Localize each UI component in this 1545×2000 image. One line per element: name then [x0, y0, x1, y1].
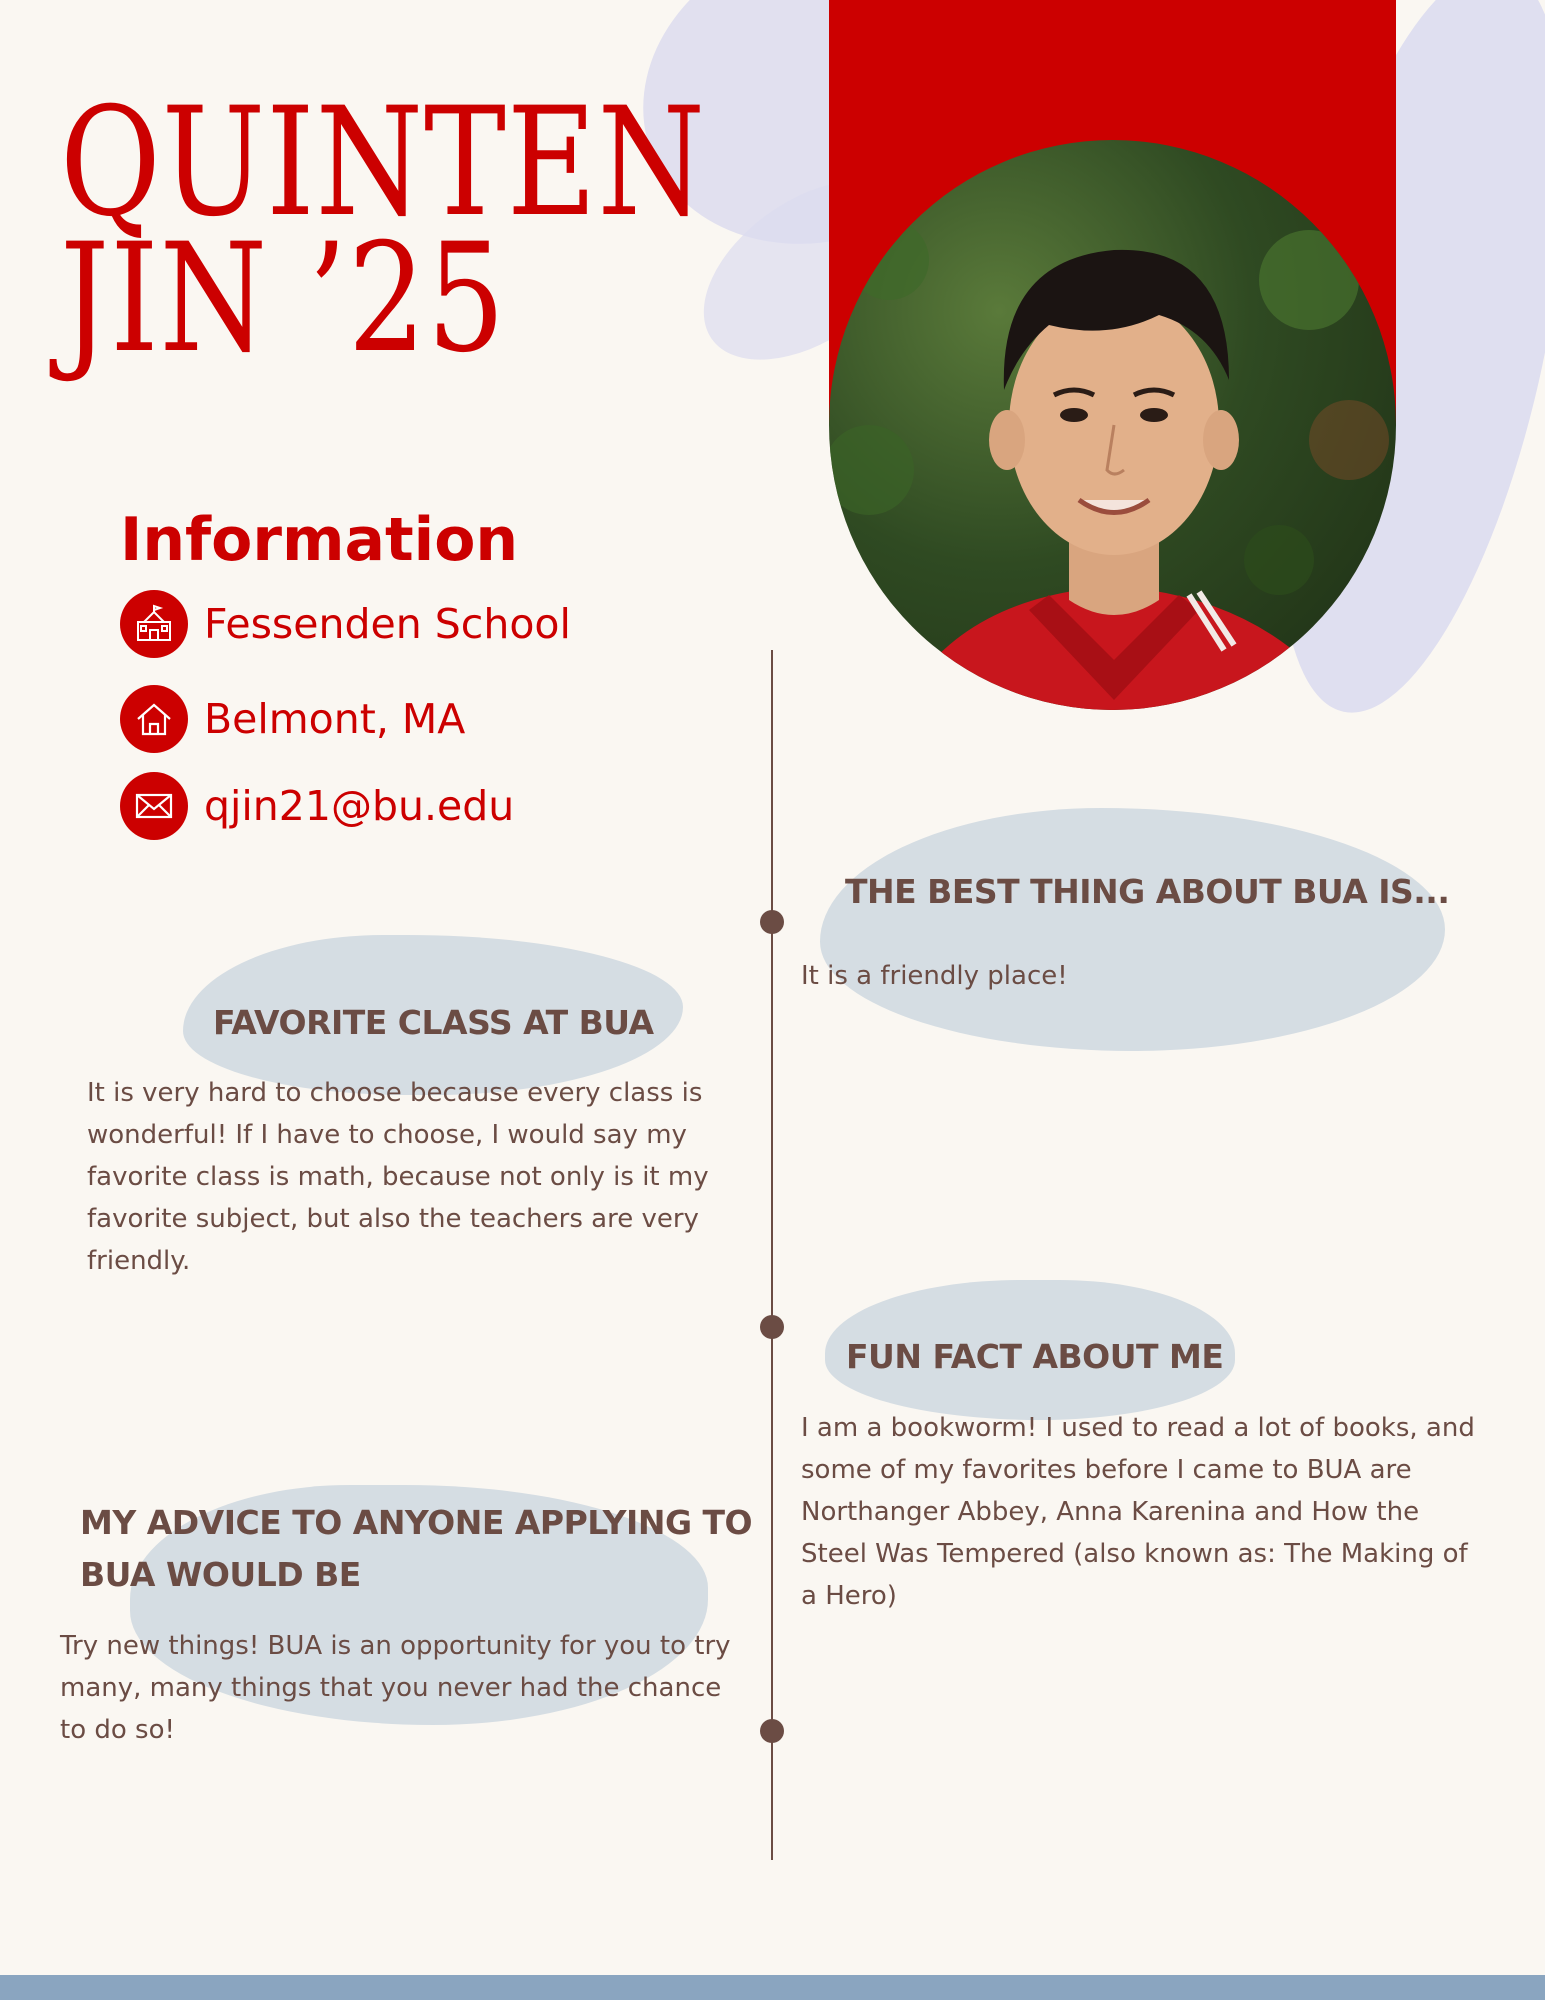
info-item-email [120, 772, 514, 840]
timeline-dot [760, 1315, 784, 1339]
school-icon [120, 590, 188, 658]
favorite-class-text: It is very hard to choose because every class is wonderful! If I have to choose, I would say my favorite class is math, because not only is it my favorite subject, but also the teachers are very friendly. [87, 1078, 709, 1276]
student-name-title [60, 76, 706, 386]
timeline-dot [760, 1719, 784, 1743]
info-item-location [120, 685, 465, 753]
fun-fact-text: I am a bookworm! I used to read a lot of books, and some of my favorites before I came to BUA are Northanger Abbey, Anna Karenina and How the Steel Was Tempered (also known as: The Making of a Hero) [801, 1413, 1475, 1611]
footer-bar [0, 1975, 1545, 2000]
portrait-illustration [829, 140, 1396, 710]
favorite-class-heading: FAVORITE CLASS AT BUA [213, 1003, 654, 1042]
advice-heading: MY ADVICE TO ANYONE APPLYING TO BUA WOULD BE [80, 1503, 753, 1594]
advice-text: Try new things! BUA is an opportunity for you to try many, many things that you never had the chance to do so! [60, 1631, 731, 1745]
home-icon [120, 685, 188, 753]
fun-fact-heading: FUN FACT ABOUT ME [846, 1337, 1224, 1376]
info-item-school [120, 590, 571, 658]
information-heading: Information [120, 505, 519, 575]
best-thing-heading: THE BEST THING ABOUT BUA IS... [845, 872, 1450, 911]
mail-icon [120, 772, 188, 840]
highlight-blob [820, 808, 1445, 1051]
student-photo [829, 140, 1396, 710]
email-text[interactable]: qjin21@bu.edu [204, 782, 515, 830]
best-thing-text: It is a friendly place! [801, 961, 1068, 991]
timeline-line [771, 650, 773, 1860]
name-line-2: JIN ’25 [60, 212, 506, 386]
timeline-dot [760, 910, 784, 934]
name-line-1: QUINTEN [60, 76, 706, 250]
location-text: Belmont, MA [204, 695, 466, 743]
school-name: Fessenden School [204, 600, 571, 648]
